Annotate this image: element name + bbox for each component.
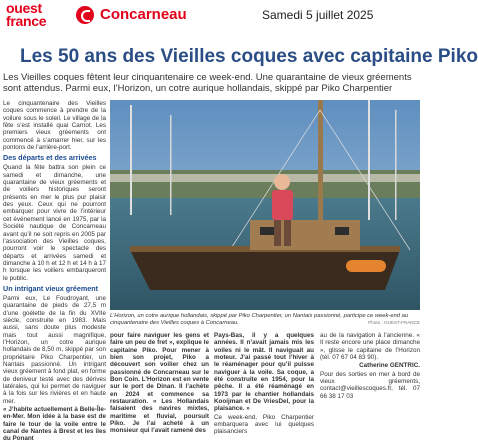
- article-title: Les 50 ans des Vieilles coques avec capitaine Piko: [20, 46, 478, 67]
- paragraph-hull: Pays-Bas, il y a quelques années. Il n’avait jamais mis les voiles ni le mât. Il naviguait au moteur. J’ai passé tout l’hiver à le réaménager pour qu’il puisse naviguer à la voile. Sa coque, a été construite en 1954, pour la pêche. Il a été réaménagé en 1973 par le chantier hollandais Kooijman et De VriesDel, pour la plaisance. »: [214, 332, 314, 413]
- paragraph-intro: Le cinquantenaire des Vieilles coques commence à prendre de la voilure sous le soleil. Le village de la fête s’est installé quai Carnot. Les premiers vieux gréements ont commencé à s’amarrer hier, sur les pontons de l’arrière-port.: [3, 100, 106, 152]
- brand-line-2: france: [6, 13, 47, 29]
- paragraph-contact: Pour des sorties en mer à bord de vieux gréements, contact@vieillescoques.fr, tél. 07 66 38 17 03: [320, 370, 420, 400]
- edition-city: Concarneau: [100, 6, 187, 23]
- paragraph-place: au de la navigation à l’ancienne. « Il reste encore une place dimanche », glisse le capitaine de l’Horizon (tél. 07 67 04 83 90).: [320, 332, 420, 362]
- article-column-1: [3, 100, 106, 443]
- paragraph-gréement: Parmi eux, Le Foudroyant, une quarantaine de pieds de 27,5 m d’une goélette de la fin du XVIIe siècle, construite en 1983. Mais aussi, sans doute plus modeste mais tout aussi magnifique, l’Horizon, un cotre aurique hollandais de 8,50 m, skippé par son propriétaire Piko Charpentier, un Nantais passionné. Un intrigant vieux gréement à fond plat, en forme de deniveur testé avec des dérives latérales, qui lui permet de naviguer à la fois sur les rivières et en haute mer.: [3, 294, 106, 405]
- article-lead: Les Vieilles coques fêtent leur cinquantenaire ce week-end. Une quarantaine de vieux gréements sont attendus. Parmi eux, l’Horizon, un cotre aurique hollandais, skippé par Piko Charpentier: [3, 72, 412, 94]
- article-column-3: [214, 332, 314, 436]
- article-column-2: [110, 332, 209, 435]
- subheading-gréement: Un intrigant vieux gréement: [3, 283, 99, 293]
- paragraph-piko: pour faire naviguer les gens et faire un peu de fret », explique le capitaine Piko. Pour mener à bien son projet, Piko a découvert son voilier chez un passionné de Concarneau sur le Bon Coin. L’Horizon est en vente sur le port de Dinan. Il l’achète en 2024 et commence sa restauration. « Les Hollandais faisaient des navires mixtes, maritime et fluvial, poursuit Piko. Je l’ai acheté à un monsieur qui l’avait ramené des: [110, 332, 209, 435]
- brand-line-1: ouest: [6, 0, 42, 16]
- ouest-france-logo[interactable]: [6, 2, 70, 28]
- paragraph-departs: Quand la fête battra son plein ce samedi et dimanche, une quarantaine de vieux gréements et de voiliers historiques seront présents en mer le plus pur plaisir des yeux. Ceux qui ne pourront embarquer pour vivre de l’intérieur cet événement lancé en 1975, par la Société nautique de Concarneau avant qu’il ne soit repris en 2005 par l’association des Vieilles coques, pourront voir le spectacle des départs et arrivées samedi et dimanche à 10 h et 12 h et 14 h à 17 h lorsque les voiliers embarqueront le public.: [3, 164, 106, 282]
- paragraph-quote: « J’habite actuellement à Belle-Île-en-Mer. Mon idée à la base est de faire le tour de la voile entre le canal de Nantes à Brest et les îles du Ponant: [3, 406, 106, 443]
- boat-photo-illustration: [110, 100, 420, 310]
- subheading-departs: Des départs et des arrivées: [3, 153, 97, 163]
- article-column-4: [320, 332, 420, 400]
- ouest-france-emblem-icon: [76, 6, 94, 24]
- photo-caption: [110, 313, 420, 327]
- author-signature: Catherine GENTRIC.: [359, 362, 420, 370]
- paragraph-weekend: Ce week-end, Piko Charpentier embarquera avec lui quelques plaisanciers: [214, 413, 314, 436]
- edition-date: Samedi 5 juillet 2025: [262, 8, 374, 22]
- page-header: [0, 0, 422, 40]
- caption-text: L’Horizon, un cotre aurique hollandais, skippé par Piko Charpentier, un Nantais passionné, participe ce week-end au cinquantenaire des Vieilles coques à Concarneau.: [110, 313, 409, 326]
- article-photo[interactable]: [110, 100, 420, 310]
- photo-credit: Photo : OUEST-FRANCE: [368, 319, 420, 325]
